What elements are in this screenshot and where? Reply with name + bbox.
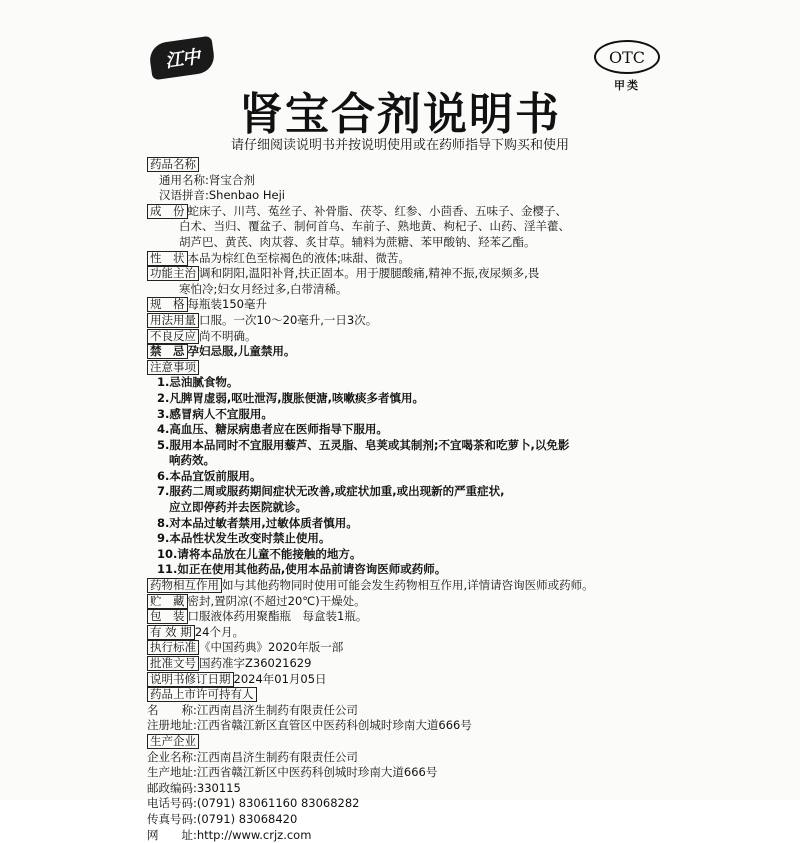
fax: 传真号码:(0791) 83068420 bbox=[147, 811, 298, 826]
composition-line: 蛇床子、川芎、菟丝子、补骨脂、茯苓、红参、小茴香、五味子、金樱子、 bbox=[187, 203, 567, 218]
precaution-item: 4.高血压、糖尿病患者应在医师指导下服用。 bbox=[157, 422, 388, 437]
precaution-item-cont: 应立即停药并去医院就诊。 bbox=[169, 500, 307, 515]
pinyin-name: 汉语拼音:Shenbao Heji bbox=[159, 188, 285, 203]
section-label: 禁 忌 bbox=[147, 344, 188, 359]
spec-text: 每瓶装150毫升 bbox=[187, 297, 267, 312]
document-body bbox=[147, 157, 667, 843]
section-label: 批准文号 bbox=[147, 656, 199, 671]
section-label: 成 份 bbox=[147, 204, 188, 219]
section-approval bbox=[147, 656, 667, 672]
section-revision bbox=[147, 672, 667, 688]
brand-logo bbox=[148, 36, 216, 81]
section-properties bbox=[147, 251, 667, 267]
section-standard bbox=[147, 640, 667, 656]
section-label: 用法用量 bbox=[147, 313, 199, 328]
precaution-item: 1.忌油腻食物。 bbox=[157, 375, 239, 390]
revision-text: 2024年01月05日 bbox=[233, 671, 327, 686]
section-contraindications bbox=[147, 344, 667, 360]
section-label: 药品名称 bbox=[147, 157, 199, 172]
interactions-text: 如与其他药物同时使用可能会发生药物相互作用,详情请咨询医师或药师。 bbox=[222, 578, 594, 593]
precaution-item: 5.服用本品同时不宜服用藜芦、五灵脂、皂荚或其制剂;不宜喝茶和吃萝卜,以免影 bbox=[157, 437, 570, 452]
section-label: 贮 藏 bbox=[147, 594, 188, 609]
section-storage bbox=[147, 594, 667, 610]
section-dosage bbox=[147, 313, 667, 329]
adverse-text: 尚不明确。 bbox=[199, 328, 257, 343]
page-subtitle: 请仔细阅读说明书并按说明使用或在药师指导下购买和使用 bbox=[230, 138, 569, 153]
mah-name: 名 称:江西南昌济生制药有限责任公司 bbox=[147, 702, 358, 717]
precaution-item-cont: 响药效。 bbox=[169, 453, 215, 468]
package-text: 口服液体药用聚酯瓶 每盒装1瓶。 bbox=[187, 609, 368, 624]
section-label: 性 状 bbox=[147, 251, 188, 266]
logo-text: 江中 bbox=[163, 46, 201, 73]
section-composition bbox=[147, 204, 667, 220]
composition-line: 白术、当归、覆盆子、制何首乌、车前子、熟地黄、枸杞子、山药、淫羊藿、 bbox=[179, 219, 570, 234]
standard-text: 《中国药典》2020年版一部 bbox=[199, 640, 344, 655]
postcode: 邮政编码:330115 bbox=[147, 780, 241, 795]
indications-line: 寒怕冷;妇女月经过多,白带清稀。 bbox=[179, 281, 348, 296]
precaution-item: 10.请将本品放在儿童不能接触的地方。 bbox=[157, 546, 362, 561]
section-precautions bbox=[147, 360, 667, 376]
section-interactions bbox=[147, 578, 667, 594]
composition-line: 胡芦巴、黄芪、肉苁蓉、炙甘草。辅料为蔗糖、苯甲酸钠、羟苯乙酯。 bbox=[179, 234, 536, 249]
section-spec bbox=[147, 297, 667, 313]
section-label: 规 格 bbox=[147, 297, 188, 312]
mah-address: 注册地址:江西省赣江新区直管区中医药科创城时珍南大道666号 bbox=[147, 718, 472, 733]
section-manufacturer bbox=[147, 734, 667, 750]
website: 网 址:http://www.crjz.com bbox=[147, 827, 312, 842]
properties-text: 本品为棕红色至棕褐色的液体;味甜、微苦。 bbox=[187, 250, 410, 265]
precaution-item: 11.如正在使用其他药品,使用本品前请咨询医师或药师。 bbox=[157, 562, 447, 577]
section-package bbox=[147, 609, 667, 625]
manufacturer-name: 企业名称:江西南昌济生制药有限责任公司 bbox=[147, 749, 358, 764]
precaution-item: 6.本品宜饭前服用。 bbox=[157, 468, 262, 483]
section-label: 药物相互作用 bbox=[147, 578, 222, 593]
common-name: 通用名称:肾宝合剂 bbox=[159, 172, 255, 187]
page-title: 肾宝合剂说明书 bbox=[239, 89, 561, 140]
precaution-item: 7.服药二周或服药期间症状无改善,或症状加重,或出现新的严重症状, bbox=[157, 484, 505, 499]
section-adverse bbox=[147, 329, 667, 345]
section-mah bbox=[147, 687, 667, 703]
precaution-item: 2.凡脾胃虚弱,呕吐泄泻,腹胀便溏,咳嗽痰多者慎用。 bbox=[157, 390, 424, 405]
section-label: 执行标准 bbox=[147, 640, 199, 655]
phone: 电话号码:(0791) 83061160 83068282 bbox=[147, 796, 360, 811]
section-drug-name bbox=[147, 157, 667, 173]
storage-text: 密封,置阴凉(不超过20℃)干燥处。 bbox=[187, 593, 366, 608]
section-label: 功能主治 bbox=[147, 266, 199, 281]
section-label: 不良反应 bbox=[147, 329, 199, 344]
section-indications bbox=[147, 266, 667, 282]
precaution-item: 8.对本品过敏者禁用,过敏体质者慎用。 bbox=[157, 515, 358, 530]
indications-line: 调和阴阳,温阳补肾,扶正固本。用于腰腿酸痛,精神不振,夜尿频多,畏 bbox=[199, 266, 540, 281]
section-label: 有 效 期 bbox=[147, 625, 195, 640]
otc-class: 甲类 bbox=[614, 79, 640, 92]
section-label: 注意事项 bbox=[147, 360, 199, 375]
precaution-item: 9.本品性状发生改变时禁止使用。 bbox=[157, 531, 331, 546]
section-label: 说明书修订日期 bbox=[147, 672, 234, 687]
precaution-item: 3.感冒病人不宜服用。 bbox=[157, 406, 273, 421]
section-validity bbox=[147, 625, 667, 641]
section-label: 药品上市许可持有人 bbox=[147, 687, 257, 702]
otc-label: OTC bbox=[608, 47, 646, 67]
approval-text: 国药准字Z36021629 bbox=[199, 656, 312, 670]
dosage-text: 口服。一次10～20毫升,一日3次。 bbox=[199, 312, 378, 327]
validity-text: 24个月。 bbox=[194, 624, 244, 639]
contra-text: 孕妇忌服,儿童禁用。 bbox=[187, 344, 296, 359]
otc-badge bbox=[594, 40, 660, 74]
manufacturer-address: 生产地址:江西省赣江新区中医药科创城时珍南大道666号 bbox=[147, 765, 438, 780]
section-label: 生产企业 bbox=[147, 734, 199, 749]
section-label: 包 装 bbox=[147, 609, 188, 624]
